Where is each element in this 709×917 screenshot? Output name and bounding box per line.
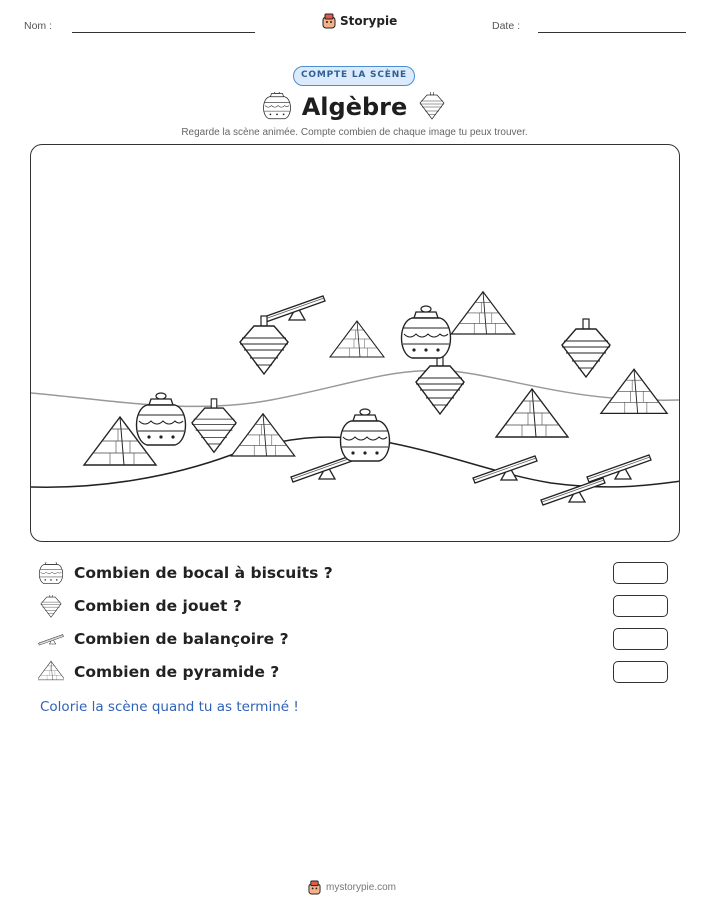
question-text: Combien de pyramide ? — [74, 663, 280, 681]
pyramid-icon — [451, 292, 514, 334]
name-field[interactable] — [72, 32, 255, 33]
pyramid-icon — [601, 369, 667, 413]
coloring-instruction: Colorie la scène quand tu as terminé ! — [40, 699, 299, 715]
storypie-mascot-icon — [308, 880, 321, 895]
site-footer — [308, 880, 396, 895]
answer-box[interactable] — [613, 628, 668, 650]
pyramid-icon — [496, 389, 568, 437]
answer-box[interactable] — [613, 661, 668, 683]
seesaw-icon — [541, 478, 605, 505]
spinning-top-icon — [562, 319, 610, 377]
question-text: Combien de bocal à biscuits ? — [74, 564, 333, 582]
spinning-top-icon — [240, 316, 288, 374]
question-row — [38, 595, 678, 621]
pyramid-icon — [231, 414, 294, 456]
spinning-top-icon — [418, 92, 446, 124]
question-row — [38, 661, 678, 687]
date-label: Date : — [492, 20, 521, 32]
seesaw-icon — [587, 455, 651, 482]
question-text: Combien de jouet ? — [74, 597, 242, 615]
cookie-jar-icon — [341, 409, 390, 461]
pyramid-icon — [38, 661, 64, 687]
cookie-jar-icon — [38, 562, 64, 588]
scene-illustration — [31, 145, 680, 542]
brand-logo — [322, 13, 397, 29]
brand-name: Storypie — [340, 14, 398, 28]
title-row — [0, 90, 709, 124]
seesaw-icon — [291, 455, 355, 482]
storypie-mascot-icon — [322, 13, 336, 29]
pyramid-icon — [330, 321, 384, 357]
spinning-top-icon — [38, 595, 64, 621]
spinning-top-icon — [416, 356, 464, 414]
section-badge: COMPTE LA SCÈNE — [293, 66, 415, 86]
page-title: Algèbre — [301, 93, 408, 121]
answer-box[interactable] — [613, 562, 668, 584]
seesaw-icon — [261, 296, 325, 323]
date-field[interactable] — [538, 32, 686, 33]
counting-scene — [30, 144, 680, 542]
seesaw-icon — [38, 628, 64, 654]
question-text: Combien de balançoire ? — [74, 630, 289, 648]
cookie-jar-icon — [402, 306, 451, 358]
question-row — [38, 562, 678, 588]
answer-box[interactable] — [613, 595, 668, 617]
cookie-jar-icon — [137, 393, 186, 445]
instructions: Regarde la scène animée. Compte combien de chaque image tu peux trouver. — [181, 127, 528, 138]
name-label: Nom : — [24, 20, 53, 32]
site-url: mystorypie.com — [326, 882, 397, 893]
question-row — [38, 628, 678, 654]
